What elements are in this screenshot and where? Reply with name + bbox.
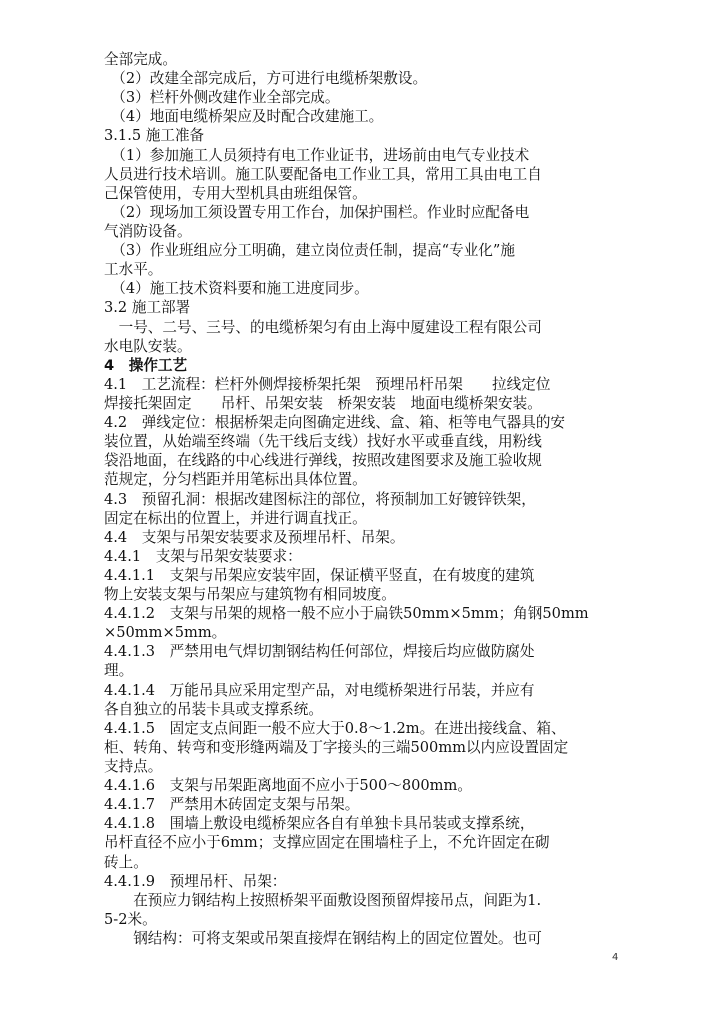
text-line: 袋沿地面，在线路的中心线进行弹线，按照改建图要求及施工验收规 <box>104 452 542 469</box>
text-line: 4.3 预留孔洞：根据改建图标注的部位，将预制加工好镀锌铁架， <box>104 491 536 508</box>
text-line: 4.4.1.9 预埋吊杆、吊架： <box>104 873 287 890</box>
text-line: 各自独立的吊装卡具或支撑系统。 <box>104 701 323 718</box>
chapter-heading: 4 操作工艺 <box>104 357 188 374</box>
text-line: 物上安装支架与吊架应与建筑物有相同坡度。 <box>104 586 396 603</box>
text-line: （3）栏杆外侧改建作业全部完成。 <box>104 89 340 106</box>
text-line: （2）改建全部完成后，方可进行电缆桥架敷设。 <box>104 70 428 87</box>
text-line: 支持点。 <box>104 758 163 775</box>
text-line: （4）地面电缆桥架应及时配合改建施工。 <box>104 108 384 125</box>
text-line: 焊接托架固定 吊杆、吊架安装 桥架安装 地面电缆桥架安装。 <box>104 395 542 412</box>
text-line: 4.4.1.4 万能吊具应采用定型产品，对电缆桥架进行吊装，并应有 <box>104 682 535 699</box>
text-line: 砖上。 <box>104 854 148 871</box>
text-line: 4.4.1.8 围墙上敷设电缆桥架应各自有单独卡具吊装或支撑系统， <box>104 815 535 832</box>
text-line: 钢结构：可将支架或吊架直接焊在钢结构上的固定位置处。也可 <box>104 930 542 947</box>
text-line: （4）施工技术资料要和施工进度同步。 <box>104 280 369 297</box>
text-line: （2）现场加工须设置专用工作台，加保护围栏。作业时应配备电 <box>104 204 530 221</box>
text-line: 吊杆直径不应小于6mm；支撑应固定在围墙柱子上，不允许固定在砌 <box>104 834 550 851</box>
text-line: 4.4.1.1 支架与吊架应安装牢固，保证横平竖直，在有坡度的建筑 <box>104 567 535 584</box>
section-heading: 3.1.5 施工准备 <box>104 127 205 144</box>
section-heading: 3.2 施工部署 <box>104 299 191 316</box>
text-line: 4.4 支架与吊架安装要求及预埋吊杆、吊架。 <box>104 529 405 546</box>
text-line: 全部完成。 <box>104 51 177 68</box>
text-line: 在预应力钢结构上按照桥架平面敷设图预留焊接吊点，间距为1. <box>104 892 542 909</box>
text-line: 工水平。 <box>104 261 163 278</box>
text-line: 气消防设备。 <box>104 223 192 240</box>
text-line: ×50mm×5mm。 <box>104 624 227 641</box>
text-line: 一号、二号、三号、的电缆桥架匀有由上海中厦建设工程有限公司 <box>104 319 542 336</box>
page-number: 4 <box>612 952 619 963</box>
text-line: 4.4.1 支架与吊架安装要求： <box>104 548 302 565</box>
text-line: （3）作业班组应分工明确，建立岗位责任制，提高“专业化”施 <box>104 242 515 259</box>
text-line: 4.4.1.3 严禁用电气焊切割钢结构任何部位，焊接后均应做防腐处 <box>104 643 535 660</box>
text-line: 4.4.1.6 支架与吊架距离地面不应小于500～800mm。 <box>104 777 472 794</box>
text-line: 装位置，从始端至终端（先干线后支线）找好水平或垂直线，用粉线 <box>104 433 542 450</box>
text-line: 范规定，分匀档距并用笔标出具体位置。 <box>104 471 367 488</box>
text-line: 柜、转角、转弯和变形缝两端及丁字接头的三端500mm以内应设置固定 <box>104 739 569 756</box>
text-line: 人员进行技术培训。施工队要配备电工作业工具，常用工具由电工自 <box>104 166 542 183</box>
text-line: 4.4.1.2 支架与吊架的规格一般不应小于扁铁50mm×5mm；角钢50mm <box>104 605 589 622</box>
text-line: 4.4.1.5 固定支点间距一般不应大于0.8～1.2m。在进出接线盒、箱、 <box>104 720 566 737</box>
text-line: 理。 <box>104 662 134 679</box>
text-line: 水电队安装。 <box>104 338 192 355</box>
text-line: 4.1 工艺流程：栏杆外侧焊接桥架托架 预埋吊杆吊架 拉线定位 <box>104 376 551 393</box>
text-line: 固定在标出的位置上，并进行调直找正。 <box>104 510 367 527</box>
text-line: 己保管使用，专用大型机具由班组保管。 <box>104 185 367 202</box>
text-line: （1）参加施工人员须持有电工作业证书，进场前由电气专业技术 <box>104 147 530 164</box>
text-line: 4.2 弹线定位：根据桥架走向图确定进线、盒、箱、柜等电气器具的安 <box>104 414 566 431</box>
text-line: 4.4.1.7 严禁用木砖固定支架与吊架。 <box>104 796 360 813</box>
text-line: 5-2米。 <box>104 911 157 928</box>
